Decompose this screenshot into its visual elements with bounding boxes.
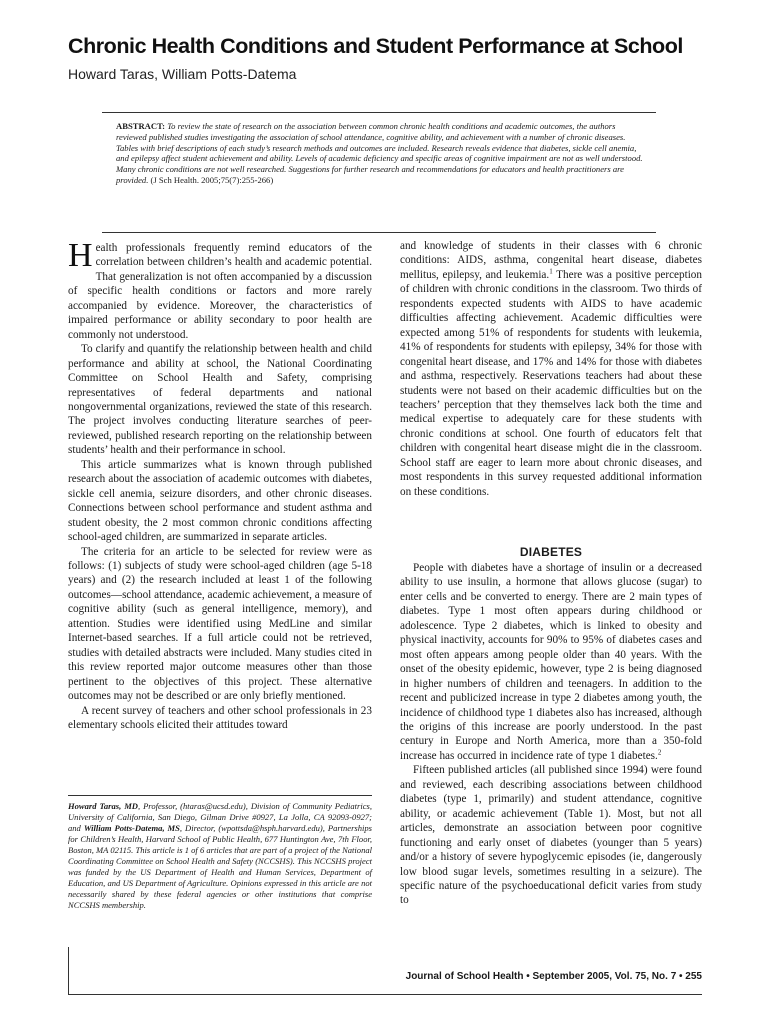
abstract-body: To review the state of research on the association between common chronic health conditions and academic outcomes, the authors reviewed published studies investigating the association of school attendance, cognitive ability, and achievement with a number of chronic diseases. Tables with brief descriptions of each study’s research methods and outcomes are included. Research reveals evidence that diabetes, sickle cell anemia, and epilepsy affect student achievement and ability. Levels of academic deficiency and specific areas of cognitive impairment are not as well understood. Many chronic conditions are not well researched. Suggestions for further research and recommendations for educators and health practitioners are provided. bbox=[116, 121, 643, 185]
body-paragraph bbox=[400, 239, 702, 499]
right-column-top bbox=[400, 239, 702, 499]
page-footer: Journal of School Health • September 2005, Vol. 75, No. 7 • 255 bbox=[405, 971, 702, 982]
drop-cap: H bbox=[68, 237, 93, 274]
author-affiliation: , Professor, (htaras@ucsd.edu), Division of Community Pediatrics, University of California, San Diego, Gilman Drive #0927, La Jolla, CA 92093-0927; and bbox=[68, 801, 373, 833]
abstract-label: ABSTRACT: bbox=[116, 121, 166, 131]
left-column bbox=[68, 237, 372, 732]
intro-paragraph-text: ealth professionals frequently remind educators of the correlation between children’s health and academic potential. That generalization is not often accompanied by a discussion of specific health conditions or factors and more rarely accompanied by evidence. Moreover, the characteristics of impaired performance or ability secondary to poor health are commonly not understood. bbox=[68, 242, 372, 341]
footnote-divider bbox=[68, 795, 372, 796]
reference-marker: 1 bbox=[549, 267, 553, 276]
right-column-bottom bbox=[400, 561, 702, 908]
abstract bbox=[116, 121, 646, 186]
article-authors: Howard Taras, William Potts-Datema bbox=[68, 66, 297, 82]
footer-vertical-rule bbox=[68, 947, 69, 995]
footer-rule bbox=[68, 994, 702, 995]
reference-marker: 2 bbox=[657, 748, 662, 757]
abstract-citation: (J Sch Health. 2005;75(7):255-266) bbox=[148, 174, 274, 185]
body-paragraph: Fifteen published articles (all published since 1994) were found and reviewed, each describing associations between childhood diabetes (type 1, primarily) and student attendance, cognitive ability, or academic achievement (Table 1). Most, but not all articles, demonstrate an association between poor cognitive functioning and early onset of diabetes (younger than 5 years) and/or a history of severe hypoglycemic episodes (ie, dangerously low blood sugar levels, sometimes resulting in a seizure). The specific nature of the psychoeducational deficit varies from study to bbox=[400, 764, 702, 907]
author-note bbox=[68, 801, 372, 911]
body-paragraph: A recent survey of teachers and other school professionals in 23 elementary schools elicited their attitudes toward bbox=[68, 704, 372, 731]
body-paragraph: The criteria for an article to be selected for review were as follows: (1) subjects of study were school-aged children (age 5-18 years) and (2) the research included at least 1 of the following outcomes—school attendance, academic achievement, a measure of cognitive ability (such as general intelligence, memory), and attention. Studies were identified using MedLine and similar Internet-based searches. If a full article could not be retrieved, studies with detailed abstracts were included. Many studies cited in this review reported major outcome measures other than those pertinent to the objectives of this project. These alternative outcomes may not be described or are only briefly mentioned. bbox=[68, 545, 372, 703]
author-affiliation: , Director, (wpottsda@hsph.harvard.edu), Partnerships for Children’s Health, Harvard School of Public Health, 677 Huntington Ave, 7th Floor, Boston, MA 02115. This article is 1 of 6 articles that are part of a project of the National Coordinating Committee on School Health and Safety (NCCSHS). This NCCSHS project was funded by the US Department of Health and Human Services, Department of Education, and US Department of Agriculture. Opinions expressed in this article are not necessarily shared by these federal agencies or other institutions that comprise NCCSHS membership. bbox=[68, 822, 373, 910]
article-title: Chronic Health Conditions and Student Performance at School bbox=[68, 34, 683, 58]
paragraph-text: People with diabetes have a shortage of insulin or a decreased ability to use insulin, a hormone that allows glucose (sugar) to enter cells and be converted to energy. There are 2 main types of diabetes. Type 1 most often appears during childhood or adolescence. Type 2 diabetes, which is linked to obesity and physical inactivity, accounts for 90% to 95% of diabetes cases and most often appears among people older than 40 years. With the onset of the obesity epidemic, however, type 2 is being diagnosed in higher numbers of children and teenagers. In addition to the recent and publicized increase in type 2 diabetes among youth, the incidence of childhood type 1 diabetes also has increased, although the origins of this increase are poorly understood. In the past century in Europe and North America, more than a 350-fold increase has occurred in incidence rate of type 1 diabetes. bbox=[400, 562, 702, 762]
body-paragraph bbox=[400, 561, 702, 763]
author-name: Howard Taras, MD bbox=[68, 801, 138, 811]
body-paragraph: To clarify and quantify the relationship between health and child performance and ability at school, the National Coordinating Committee on School Health and Safety, comprising representatives of federal departments and national nongovernmental organizations, reviewed the state of this research. The project involves conducting literature searches of peer-reviewed, published research reporting on the relationship between students’ health and their performance in school. bbox=[68, 343, 372, 457]
section-heading-diabetes: DIABETES bbox=[519, 545, 583, 559]
intro-paragraph bbox=[68, 237, 372, 342]
body-paragraph: This article summarizes what is known through published research about the association of academic outcomes with diabetes, sickle cell anemia, seizure disorders, and other chronic diseases. Connections between school performance and student asthma and student obesity, the 2 most common chronic conditions affecting school-aged children, are summarized in separate articles. bbox=[68, 458, 372, 544]
paragraph-text: and knowledge of students in their classes with 6 chronic conditions: AIDS, asthma, congenital heart disease, diabetes mellitus, epilepsy, and leukemia. bbox=[400, 240, 702, 281]
author-name: William Potts-Datema, MS bbox=[83, 822, 180, 833]
paragraph-text: There was a positive perception of children with chronic conditions in the classroom. Two thirds of respondents expected students with AIDS to have academic difficulties affecting achievement. Academic difficulties were expected among 51% of respondents for students with leukemia, 41% of respondents for students with epilepsy, 34% for those with congenital heart disease, and 17% and 14% for those with diabetes and asthma, respectively. Reservations teachers had about these students were not based on their academic difficulties but on the teachers’ perception that they themselves lack both the time and medical expertise to adequately care for these students with chronic conditions at school. One fourth of educators felt that children with congenital heart disease might die in the classroom. School staff are eager to learn more about chronic diseases, and most respondents in this survey requested additional information on these conditions. bbox=[400, 268, 702, 498]
